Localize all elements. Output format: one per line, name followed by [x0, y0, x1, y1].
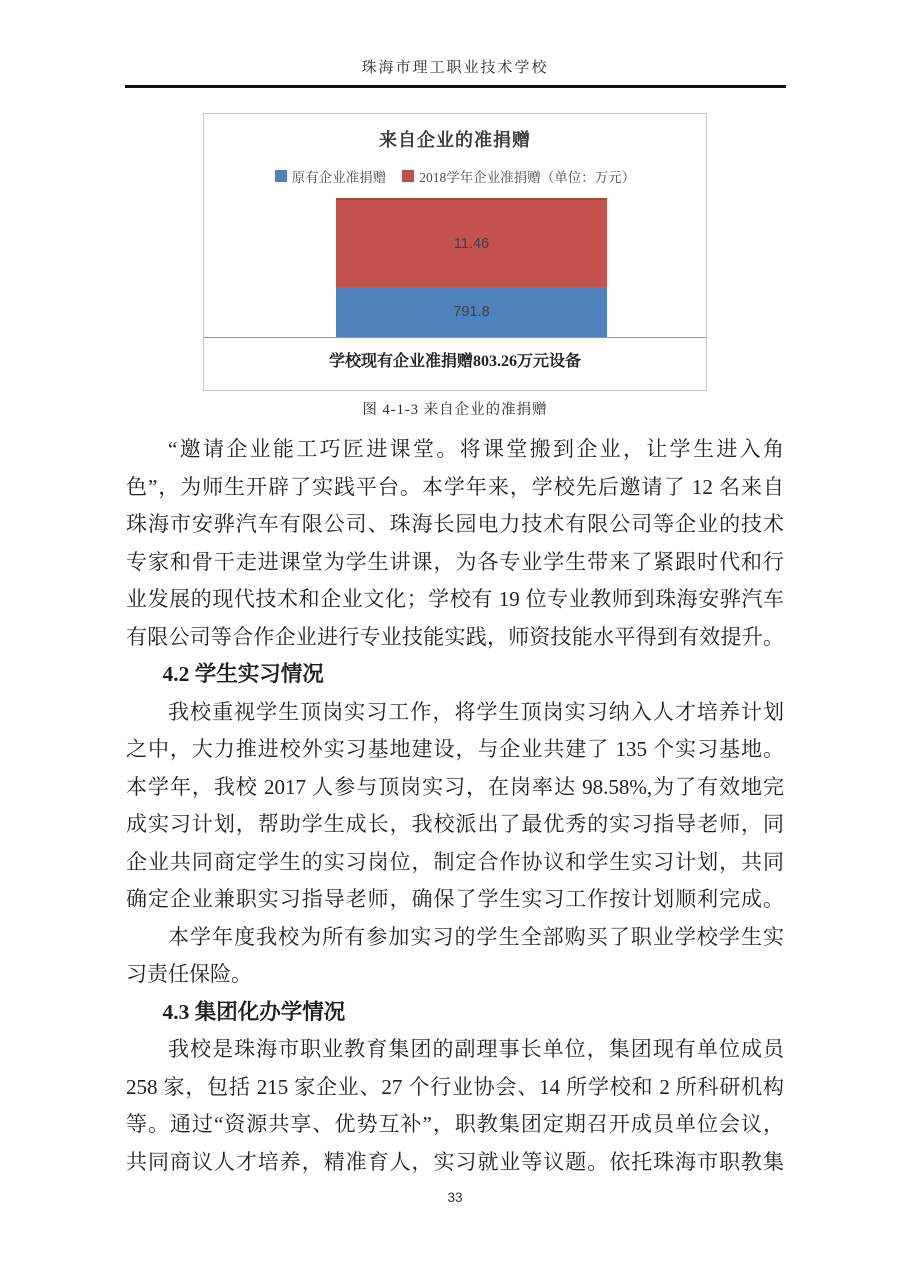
- section-heading-4-3: 4.3 集团化办学情况: [162, 999, 346, 1024]
- bar-segment-2018: [336, 198, 607, 287]
- body-line: 258 家，包括 215 家企业、27 个行业协会、14 所学校和 2 所科研机构: [126, 1074, 784, 1099]
- body-line: 有限公司等合作企业进行专业技能实践，师资技能水平得到有效提升。: [126, 624, 784, 649]
- body-line: 业发展的现代技术和企业文化；学校有 19 位专业教师到珠海安骅汽车: [126, 587, 784, 611]
- body-line: 习责任保险。: [126, 962, 252, 986]
- body-line: 之中，大力推进校外实习基地建设，与企业共建了 135 个实习基地。: [126, 737, 784, 761]
- bar-value-2018: 11.46: [453, 235, 490, 252]
- body-line: 本学年，我校 2017 人参与顶岗实习，在岗率达 98.58%,为了有效地完: [126, 774, 784, 799]
- bar-value-original: 791.8: [453, 304, 490, 320]
- body-line: 我校是珠海市职业教育集团的副理事长单位，集团现有单位成员: [168, 1037, 784, 1061]
- body-line: 专家和骨干走进课堂为学生讲课，为各专业学生带来了紧跟时代和行: [126, 549, 784, 574]
- chart-title: 来自企业的准捐赠: [379, 130, 531, 150]
- enterprise-donation-chart: [203, 113, 707, 391]
- body-line: 珠海市安骅汽车有限公司、珠海长园电力技术有限公司等企业的技术: [126, 512, 784, 536]
- body-line: 色”，为师生开辟了实践平台。本学年来，学校先后邀请了 12 名来自: [126, 474, 784, 499]
- body-line: “邀请企业能工巧匠进课堂。将课堂搬到企业，让学生进入角: [168, 437, 784, 461]
- body-line: 成实习计划，帮助学生成长，我校派出了最优秀的实习指导老师，同: [126, 812, 784, 836]
- bar-segment-original: [336, 287, 607, 337]
- section-heading-4-2: 4.2 学生实习情况: [162, 662, 324, 686]
- body-line: 确定企业兼职实习指导老师，确保了学生实习工作按计划顺利完成。: [126, 887, 784, 911]
- body-line: 共同商议人才培养，精准育人，实习就业等议题。依托珠海市职教集: [126, 1149, 784, 1174]
- document-body: [126, 431, 784, 1181]
- legend-label-2018: 2018学年企业准捐赠（单位：万元）: [419, 170, 636, 185]
- x-axis-category-label: 学校现有企业准捐赠803.26万元设备: [328, 353, 581, 370]
- page-number: 33: [447, 1190, 463, 1205]
- header-divider: [125, 85, 786, 88]
- page-header-title: 珠海市理工职业技术学校: [361, 60, 549, 76]
- body-line: 本学年度我校为所有参加实习的学生全部购买了职业学校学生实: [168, 924, 784, 949]
- figure-caption: 图 4-1-3 来自企业的准捐赠: [362, 402, 548, 418]
- body-line: 我校重视学生顶岗实习工作，将学生顶岗实习纳入人才培养计划: [168, 699, 784, 724]
- legend-label-original: 原有企业准捐赠: [291, 170, 387, 185]
- body-line: 企业共同商定学生的实习岗位，制定合作协议和学生实习计划，共同: [126, 849, 784, 874]
- stacked-bar: [336, 198, 607, 337]
- chart-plot-area: [204, 114, 706, 390]
- body-line: 等。通过“资源共享、优势互补”，职教集团定期召开成员单位会议，: [126, 1112, 784, 1136]
- x-axis-line: [204, 337, 706, 338]
